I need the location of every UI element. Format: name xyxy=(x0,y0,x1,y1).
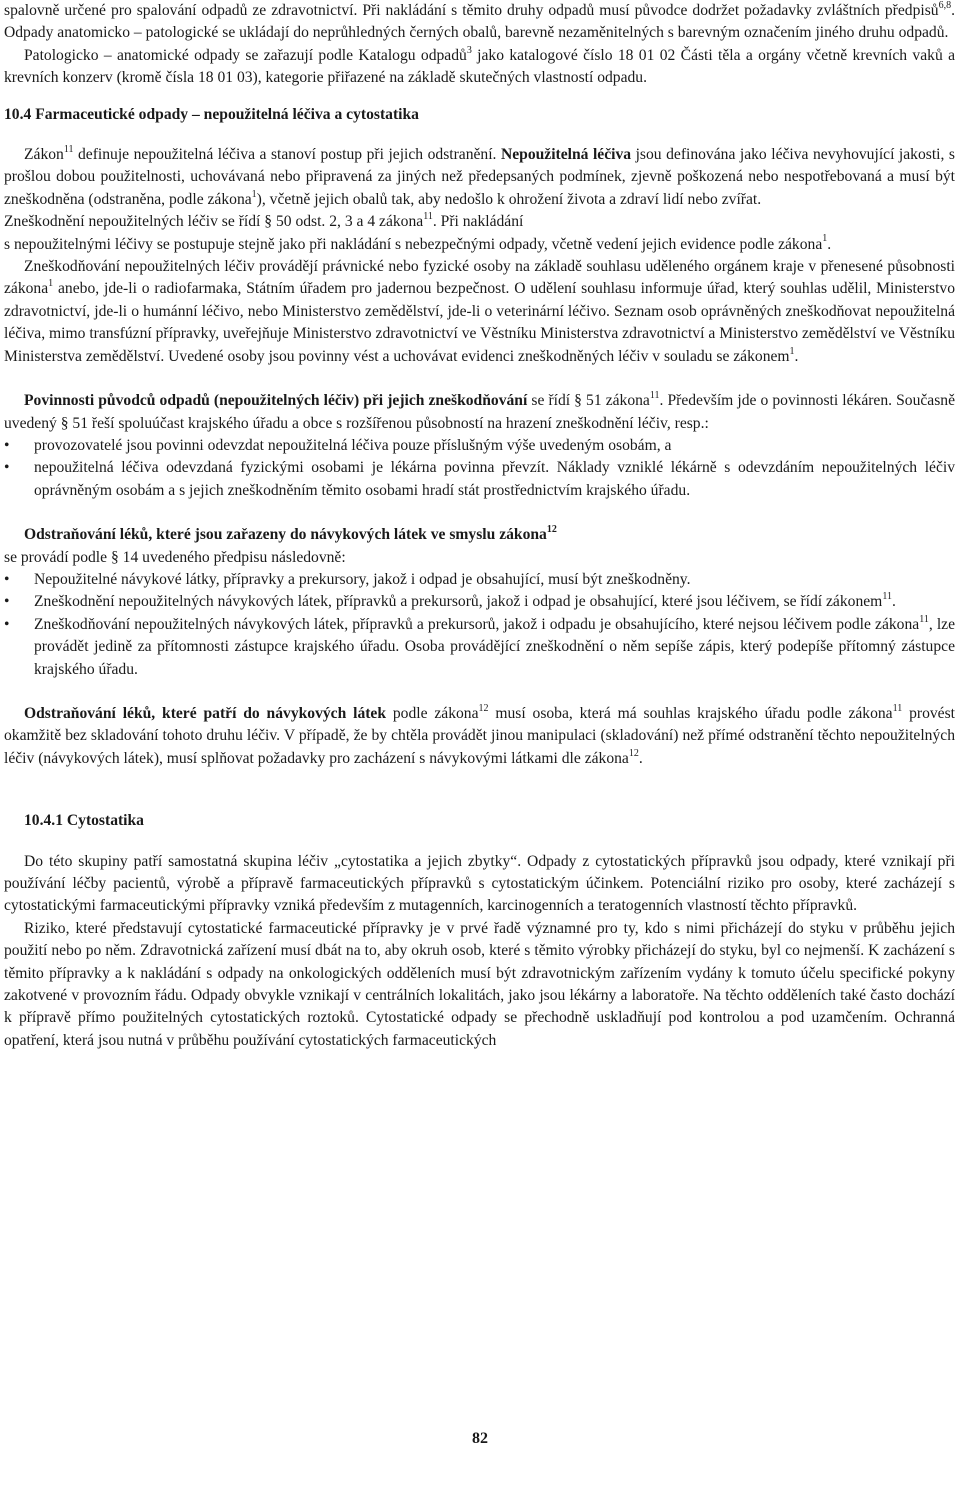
section-10-4-paragraph-4: Zneškodňování nepoužitelných léčiv provádějí právnické nebo fyzické osoby na základě souhlasu uděleného orgánem kraje v přenesené působnosti zákona$^1$ anebo, jde-li o radiofarmaka, Státním úřadem pro jadernou bezpečnost. O udělení souhlasu informuje úřad, který souhlas udělil, Ministerstvo zdravotnictví, jde-li o humánní léčivo, nebo Ministerstvo zemědělství, jde-li o veterinární léčivo. Seznam osob oprávněných zneškodňovat nepoužitelná léčiva, mimo transfúzní přípravky, uveřejňuje Ministerstvo zdravotnictví ve Věstníku Ministerstva zdravotnictví a Ministerstvo zemědělství ve Věstníku Ministerstva zemědělství. Uvedené osoby jsou povinny vést a uchovávat evidenci zneškodněných léčiv v souladu se zákonem$^1$. xyxy=(4,258,955,365)
list-item: • provozovatelé jsou povinni odevzdat nepoužitelná léčiva pouze příslušným výše uvedeným osobám, a xyxy=(4,435,955,457)
list-item: • nepoužitelná léčiva odevzdaná fyzickými osobami je lékárna povinna převzít. Náklady vzniklé lékárně s odevzdáním nepoužitelných léčiv oprávněným osobám a s jejich zneškodněním těmito osobami hradí stát prostřednictvím krajského úřadu. xyxy=(4,457,955,502)
section-heading-10-4-1: 10.4.1 Cytostatika xyxy=(24,812,144,830)
section-10-4-paragraph-3: s nepoužitelnými léčivy se postupuje stejně jako při nakládání s nebezpečnými odpady, včetně vedení jejich evidence podle zákona$^1$. xyxy=(4,233,832,253)
list-item: • Zneškodňování nepoužitelných návykových látek, přípravků a prekursorů, jakož i odpadu je obsahujícího, které nejsou léčivem podle zákona$^{11}$, lze provádět jedině za přítomnosti zástupce krajského úřadu. Osoba provádějící zneškodnění o něm sepíše zápis, který podepíše přítomný zástupce krajského úřadu. xyxy=(4,614,955,681)
page-number: 82 xyxy=(472,1430,488,1447)
cytostatics-paragraph-2: Riziko, které představují cytostatické farmaceutické přípravky je v prvé řadě významné pro ty, kdo s nimi přicházejí do styku v průběhu jejich použití nebo po něm. Zdravotnická zařízení musí dbát na to, aby okruh osob, které s těmito výrobky přicházejí do styku, byl co nejmenší. K zacházení s těmito přípravky a k nakládání s odpady na onkologických odděleních musí být zdravotnickým zařízením vydány k tomuto účelu specifické pokyny zakotvené v provozním řádu. Odpady obvykle vznikají v centrálních lokalitách, jako jsou lékárny a laboratoře. Na těchto odděleních také často dochází k přípravě přímo použitelných cytostatických roztoků. Cytostatické odpady se přechodně uskladňují pod kontrolou a pod uzamčením. Ochranná opatření, která jsou nutná v průběhu používání cytostatických farmaceutických xyxy=(4,919,955,1049)
list-item: • Nepoužitelné návykové látky, přípravky a prekursory, jakož i odpad je obsahující, musí být zneškodněny. xyxy=(4,569,955,591)
duties-list xyxy=(4,435,955,502)
addictive-removal-intro: se provádí podle § 14 uvedeného předpisu následovně: xyxy=(4,548,346,566)
list-item: • Zneškodnění nepoužitelných návykových látek, přípravků a prekursorů, jakož i odpad je obsahující, které jsou léčivem, se řídí zákonem$^{11}$. xyxy=(4,591,955,613)
addictive-removal-list xyxy=(4,569,955,681)
addictive-removal-heading: Odstraňování léků, které jsou zařazeny do návykových látek ve smyslu zákona$^{12}$ xyxy=(24,523,557,544)
intro-paragraph-2: Patologicko – anatomické odpady se zařazují podle Katalogu odpadů$^3$ jako katalogové číslo 18 01 02 Části těla a orgány včetně krevních vaků a krevních konzerv (kromě čísla 18 01 03), kategorie přiřazené na základě skutečných vlastností odpadu. xyxy=(4,44,956,87)
section-10-4-paragraph-2: Zneškodnění nepoužitelných léčiv se řídí § 50 odst. 2, 3 a 4 zákona$^{11}$. Při nakládání xyxy=(4,211,524,231)
duties-paragraph: Povinnosti původců odpadů (nepoužitelných léčiv) při jejich zneškodňování se řídí § 51 zákona$^{11}$. Především jde o povinnosti lékáren. Současně uvedený § 51 řeší spoluúčast krajského úřadu a obce s rozšířenou působností na hrazení zneškodnění léčiv, resp.: xyxy=(4,389,956,432)
section-heading-10-4: 10.4 Farmaceutické odpady – nepoužitelná léčiva a cytostatika xyxy=(4,105,419,123)
section-10-4-paragraph-1: Zákon$^{11}$ definuje nepoužitelná léčiva a stanoví postup při jejich odstranění. Nepoužitelná léčiva jsou definována jako léčiva nevyhovující jakosti, s prošlou dobou použitelnosti, uchovávaná nebo připravená za jiných než předepsaných podmínek, zjevně poškozená nebo nespotřebovaná a musí být zneškodněna (odstraněna, podle zákona$^1$), včetně jejich obalů tak, aby nedošlo k ohrožení života a zdraví lidí nebo zvířat. xyxy=(4,143,955,208)
cytostatics-paragraph-1: Do této skupiny patří samostatná skupina léčiv „cytostatika a jejich zbytky“. Odpady z cytostatických přípravků jsou odpady, které vznikají při používání léčby pacientů, výrobě a přípravě farmaceutických přípravků s cytostatickým účinkem. Potenciální riziko pro osoby, které zacházejí s cytostatickými farmaceutickými přípravky vzniká především z mutagenních, karcinogenních a teratogenních vlastností těchto přípravků. xyxy=(4,852,955,915)
intro-paragraph-1: spalovně určené pro spalování odpadů ze zdravotnictví. Při nakládání s těmito druhy odpadů musí původce dodržet požadavky zvláštních předpisů$^{6,8}$. Odpady anatomicko – patologické se ukládají do neprůhledných černých obalů, barevně nezaměnitelných s barevným označením jiného druhu odpadů. xyxy=(4,0,955,42)
addictive-belonging-paragraph: Odstraňování léků, které patří do návykových látek podle zákona$^{12}$ musí osoba, která má souhlas krajského úřadu podle zákona$^{11}$ provést okamžitě bez skladování tohoto druhu léčiv. V případě, že by chtěla provádět jinou manipulaci (skladování) než přímé odstranění těchto nepoužitelných léčiv (návykových látek), musí splňovat požadavky pro zacházení s návykovými látkami dle zákona$^{12}$. xyxy=(4,702,955,767)
